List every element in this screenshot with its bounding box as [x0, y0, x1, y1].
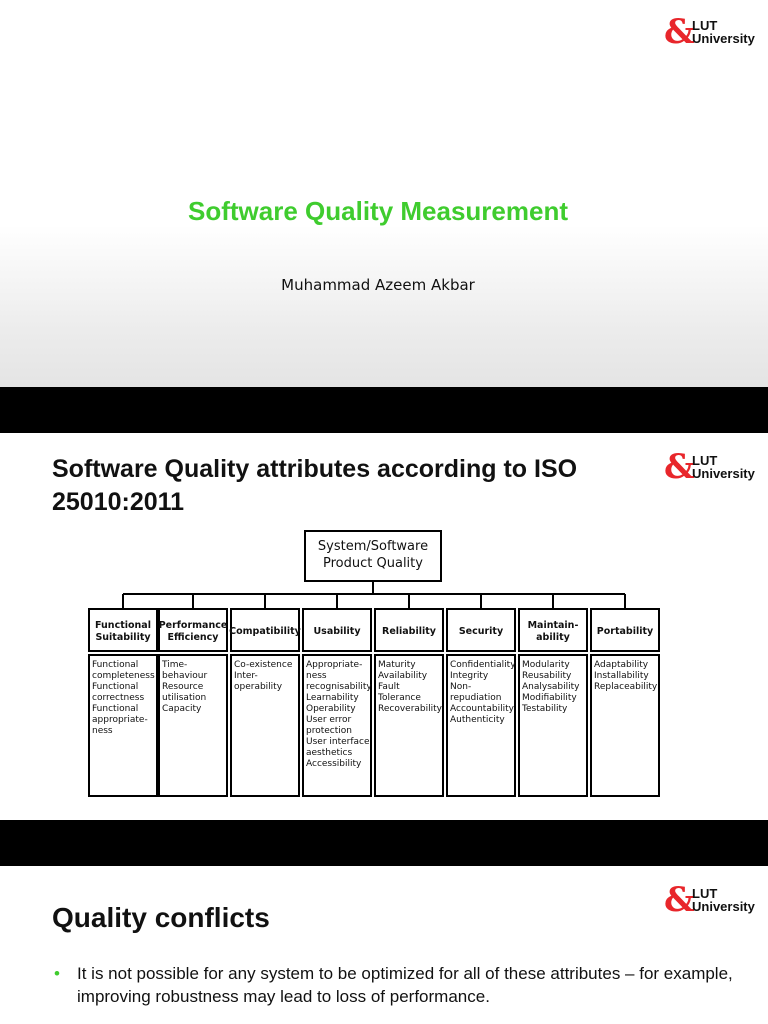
root-label: System/Software	[317, 539, 429, 554]
attribute-heading: ability	[536, 632, 570, 643]
sub-attribute-text: operability	[234, 682, 283, 692]
sub-attribute-text: Modularity	[522, 660, 570, 670]
title-slide	[0, 0, 768, 387]
sub-attribute-text: Resource	[162, 682, 204, 692]
sub-attribute-text: Installability	[594, 671, 649, 681]
sub-attribute-text: ness	[92, 726, 113, 736]
lut-university-logo	[664, 880, 755, 920]
sub-attribute-text: protection	[306, 726, 352, 736]
sub-attribute-text: Co-existence	[234, 660, 293, 670]
quality-conflicts-slide	[0, 866, 768, 1024]
sub-attribute-text: aesthetics	[306, 748, 353, 758]
sub-attribute-text: Reusability	[522, 671, 572, 681]
sub-attribute-text: Accountability	[450, 704, 514, 714]
lut-university-logo	[664, 12, 755, 52]
sub-attribute-text: Recoverability	[378, 704, 442, 714]
sub-attribute-text: Time-	[162, 660, 188, 670]
presentation-title: Software Quality Measurement	[188, 196, 568, 226]
sub-attribute-text: correctness	[92, 693, 145, 703]
sub-attribute-text: Functional	[92, 682, 139, 692]
sub-attribute-text: Replaceability	[594, 682, 658, 692]
logo-text-line1: LUT	[692, 453, 718, 468]
sub-attribute-text: Operability	[306, 704, 356, 714]
attribute-heading: Portability	[596, 626, 654, 637]
lut-ampersand-icon: &	[664, 880, 695, 920]
lut-ampersand-icon: &	[664, 447, 695, 487]
sub-attribute-text: Availability	[378, 671, 428, 681]
sub-attribute-text: Testability	[522, 704, 568, 714]
attribute-heading: Maintain-	[527, 620, 579, 631]
sub-attribute-text: Fault	[378, 682, 400, 692]
bullet-dot: •	[54, 964, 60, 983]
sub-attribute-text: utilisation	[162, 693, 207, 703]
sub-attribute-text: Integrity	[450, 671, 489, 681]
logo-text-line2: University	[692, 31, 755, 46]
sub-attribute-text: Functional	[92, 704, 139, 714]
sub-attribute-text: Inter-	[234, 671, 258, 681]
slide-title: Software Quality attributes according to ISO 25010:2011	[52, 455, 578, 516]
author-name: Muhammad Azeem Akbar	[281, 276, 475, 294]
sub-attribute-text: Capacity	[162, 704, 202, 714]
sub-attribute-text: User interface	[306, 737, 370, 747]
attribute-heading: Reliability	[382, 626, 436, 637]
attribute-heading: Functional	[95, 620, 151, 631]
sub-attribute-text: Accessibility	[306, 759, 362, 769]
sub-attribute-text: Adaptability	[594, 660, 649, 670]
sub-attribute-text: Maturity	[378, 660, 416, 670]
iso-attributes-slide	[0, 433, 768, 820]
attribute-heading: Suitability	[95, 632, 151, 643]
sub-attribute-text: ness	[306, 671, 327, 681]
sub-attribute-text: Authenticity	[450, 715, 505, 725]
sub-attribute-text: Non-	[450, 682, 472, 692]
logo-text-line1: LUT	[692, 886, 718, 901]
logo-text-line2: University	[692, 466, 755, 481]
sub-attribute-text: appropriate-	[92, 715, 148, 725]
sub-attribute-text: recognisability	[306, 682, 372, 692]
attribute-heading: Performance	[158, 620, 228, 631]
lut-ampersand-icon: &	[664, 12, 695, 52]
sub-attribute-text: completeness	[92, 671, 155, 681]
sub-attribute-text: Modifiability	[522, 693, 577, 703]
logo-text-line2: University	[692, 899, 755, 914]
sub-attribute-text: Tolerance	[378, 693, 421, 703]
sub-attribute-text: Appropriate-	[306, 660, 363, 670]
slide-title: Quality conflicts	[52, 902, 270, 933]
root-label: Product Quality	[323, 556, 423, 571]
sub-attribute-text: Analysability	[522, 682, 580, 692]
attribute-heading: Efficiency	[167, 632, 219, 643]
iso-25010-quality-tree	[0, 433, 768, 820]
sub-attribute-text: Learnability	[306, 693, 359, 703]
sub-attribute-text: User error	[306, 715, 352, 725]
sub-attribute-text: behaviour	[162, 671, 208, 681]
sub-attribute-text: Confidentiality	[450, 660, 516, 670]
bullet-text: It is not possible for any system to be optimized for all of these attributes – for example, improving robustness may lead to loss of performance.	[77, 964, 733, 1006]
attribute-heading: Usability	[313, 626, 361, 637]
logo-text-line1: LUT	[692, 18, 718, 33]
attribute-heading: Compatibility	[229, 626, 301, 637]
sub-attribute-text: Functional	[92, 660, 139, 670]
bullet-item	[54, 962, 734, 1008]
sub-attribute-text: repudiation	[450, 693, 502, 703]
attribute-heading: Security	[458, 626, 504, 637]
